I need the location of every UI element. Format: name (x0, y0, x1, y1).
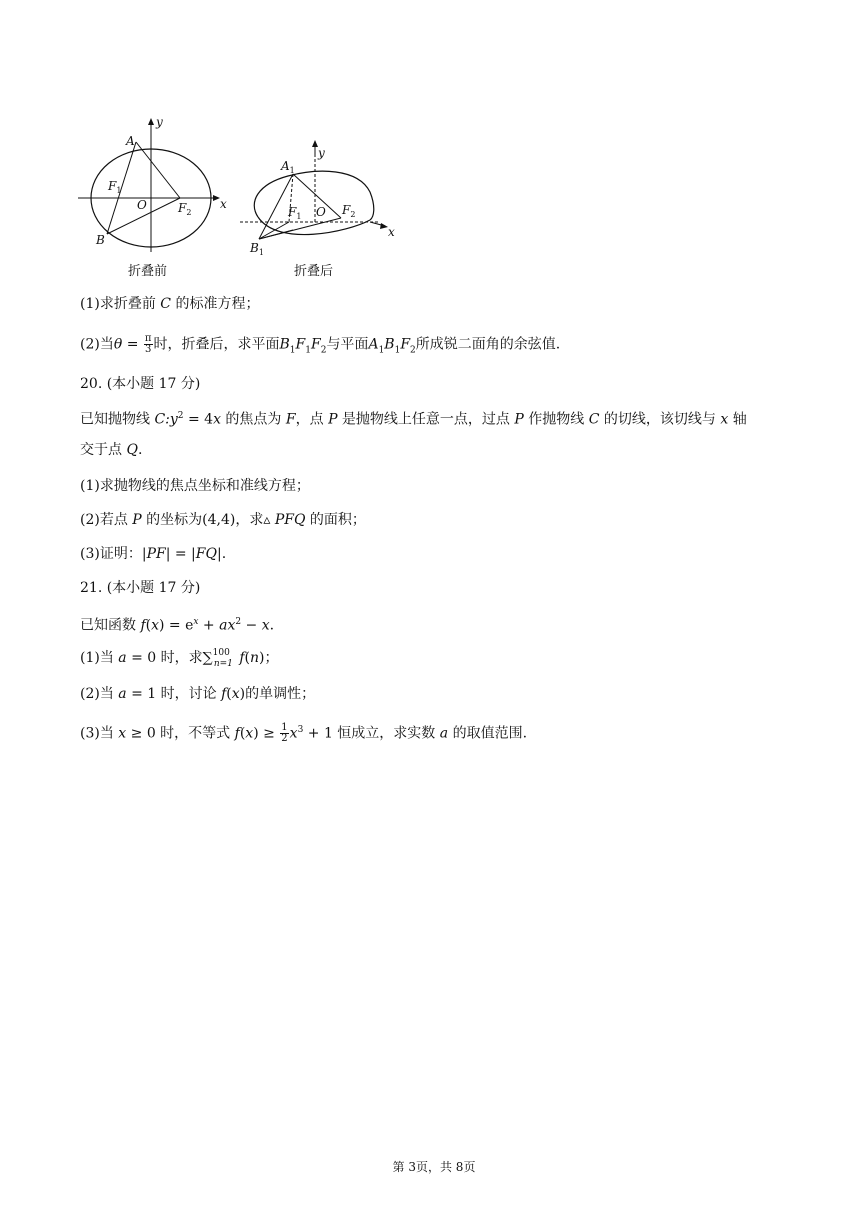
q20-stem-line1: 已知抛物线 $C:y^2 = 4x$ 的焦点为 F，点 P 是抛物线上任意一点，过点 P 作抛物线 C 的切线，该切线与 x 轴 (80, 411, 747, 428)
figure-after-folding (238, 112, 418, 280)
y-axis-label: y (156, 115, 163, 129)
y-axis-label-after: y (318, 146, 325, 160)
point-b-label: B (96, 233, 105, 247)
point-f2-label-after: $F_2$ (342, 203, 356, 219)
ellipse-diagram-after (238, 112, 418, 260)
figure-before-folding (70, 112, 235, 280)
figure-group (70, 112, 410, 282)
point-f2-label: $F_2$ (178, 201, 192, 217)
fraction-pi-over-3: $\frac{\pi}{3}$ (144, 333, 152, 355)
q21-part1: (1)当 a = 0 时，求∑$^{100}_{n=1}$ f(n)； (80, 648, 279, 669)
origin-label-after: O (316, 205, 326, 219)
fraction-one-half: $\frac{1}{2}$ (281, 722, 288, 745)
origin-label: O (137, 198, 147, 212)
point-b1-label: $B_1$ (250, 241, 264, 257)
q21-heading: 21. (本小题 17 分) (80, 580, 201, 596)
point-f1-label: $F_1$ (108, 179, 122, 195)
point-a-label: A (126, 134, 135, 148)
q19-part1: (1)求折叠前 C 的标准方程； (80, 296, 260, 312)
point-a1-label: $A_1$ (281, 159, 295, 175)
x-axis-label-after: x (388, 225, 395, 239)
figure-caption-after: 折叠后 (294, 264, 334, 279)
summation-sign: ∑$^{100}_{n=1}$ (202, 648, 233, 669)
q20-heading: 20. (本小题 17 分) (80, 376, 201, 392)
ellipse-diagram-before (70, 112, 235, 260)
page-footer: 第 3页，共 8页 (392, 1160, 476, 1174)
q20-stem-line2: 交于点 Q. (80, 442, 143, 458)
q20-part2: (2)若点 P 的坐标为(4,4)，求▵ PFQ 的面积； (80, 512, 366, 528)
q21-part2: (2)当 a = 1 时，讨论 f(x)的单调性； (80, 686, 316, 702)
q21-part3: (3)当 x ≥ 0 时，不等式 f(x) ≥ $\frac{1}{2}$ $x^3 + 1$ 恒成立，求实数 a 的取值范围. (80, 722, 528, 745)
q21-stem: 已知函数 $f(x) = e^x + ax^2 - x$. (80, 617, 275, 634)
q20-part1: (1)求抛物线的焦点坐标和准线方程； (80, 478, 310, 494)
point-f1-label-after: $F_1$ (288, 205, 302, 221)
x-axis-label: x (220, 197, 227, 211)
q19-part2: (2)当θ = $\frac{\pi}{3}$ 时，折叠后，求平面$B_1F_1F_2$与平面$A_1B_1F_2$所成锐二面角的余弦值. (80, 333, 561, 356)
q20-part3: (3)证明：|PF| = |FQ|. (80, 546, 227, 562)
figure-caption-before: 折叠前 (128, 264, 168, 279)
